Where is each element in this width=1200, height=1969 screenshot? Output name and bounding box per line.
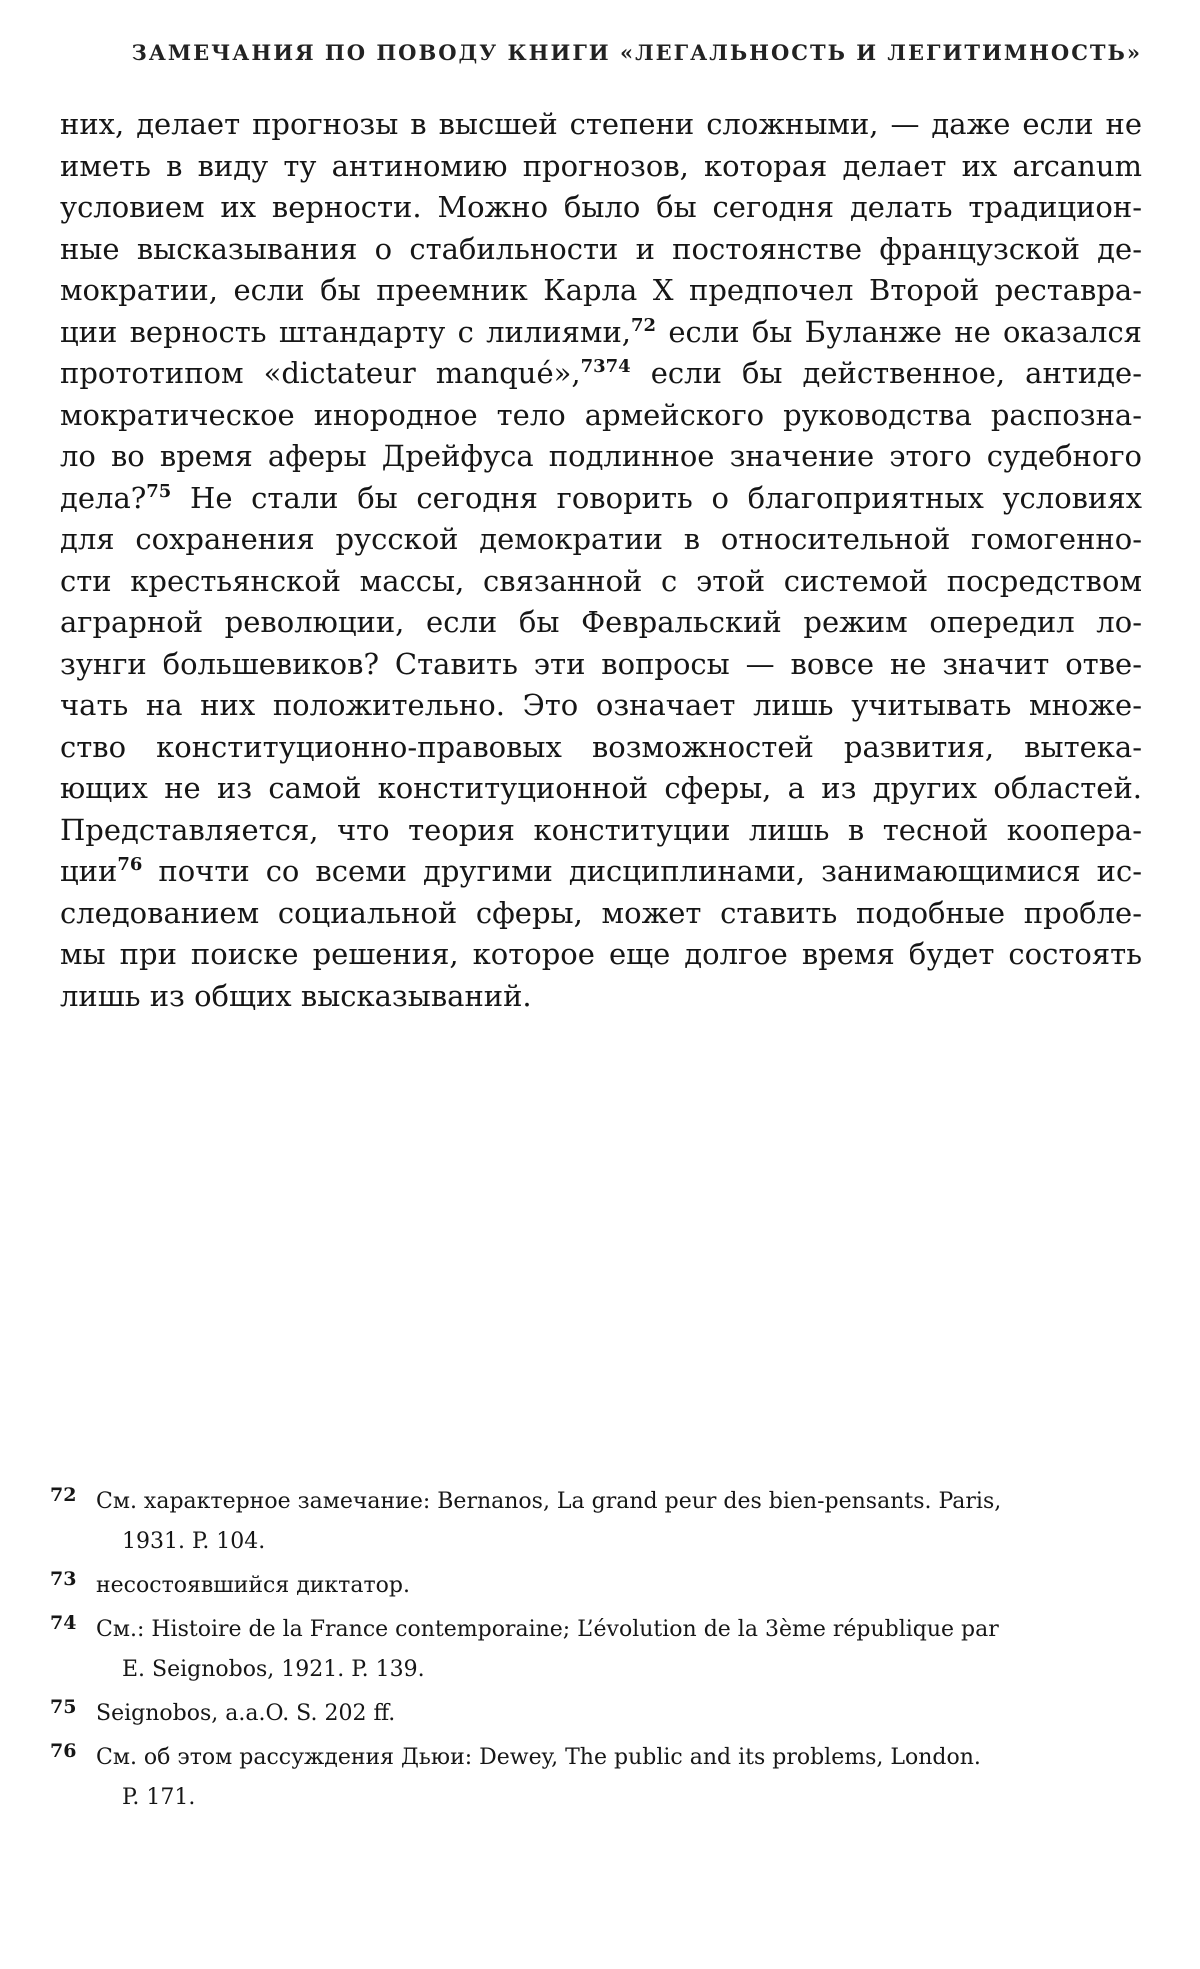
body-line [60, 353, 1142, 395]
footnote-text: 1931. P. 104. [96, 1522, 1145, 1562]
body-text-fragment: если бы действенное, антиде- [631, 356, 1142, 390]
body-line [60, 478, 1142, 520]
footnote-text: несостоявшийся диктатор. [96, 1566, 1145, 1606]
footnote [50, 1694, 1145, 1734]
body-text-fragment: ции [60, 854, 117, 888]
footnote-number: 74 [50, 1603, 76, 1643]
footnote-text: E. Seignobos, 1921. P. 139. [96, 1650, 1145, 1690]
body-line: иметь в виду ту антиномию прогнозов, которая делает их arcanum [60, 146, 1142, 188]
footnote [50, 1610, 1145, 1690]
body-line: аграрной революции, если бы Февральский режим опередил ло- [60, 602, 1142, 644]
footnote-number: 75 [50, 1687, 76, 1727]
footnote-number: 76 [50, 1731, 76, 1771]
body-text-fragment: Не стали бы сегодня говорить о благоприятных условиях [171, 481, 1142, 515]
footnotes [50, 1482, 1145, 1822]
body-line [60, 312, 1142, 354]
body-line: лишь из общих высказываний. [60, 976, 1142, 1018]
footnote-number: 72 [50, 1475, 76, 1515]
footnote [50, 1738, 1145, 1818]
footnote-text: Seignobos, a.a.O. S. 202 ff. [96, 1694, 1145, 1734]
footnote-text: См. об этом рассуждения Дьюи: Dewey, The public and its problems, London. [96, 1738, 1145, 1778]
body-text-fragment: если бы Буланже не оказался [656, 315, 1142, 349]
body-line: условием их верности. Можно было бы сегодня делать традицион- [60, 187, 1142, 229]
body-line: ло во время аферы Дрейфуса подлинное значение этого судебного [60, 436, 1142, 478]
book-page [0, 0, 1200, 1969]
body-line: сти крестьянской массы, связанной с этой системой посредством [60, 561, 1142, 603]
footnote-ref[interactable]: 72 [631, 315, 656, 336]
footnote-text: P. 171. [96, 1778, 1145, 1818]
body-line: мы при поиске решения, которое еще долгое время будет состоять [60, 934, 1142, 976]
body-line: ющих не из самой конституционной сферы, а из других областей. [60, 768, 1142, 810]
footnote-text: См. характерное замечание: Bernanos, La grand peur des bien-pensants. Paris, [96, 1482, 1145, 1522]
footnote-ref[interactable]: 7374 [581, 356, 631, 377]
footnote-ref[interactable]: 76 [117, 854, 142, 875]
footnote-text: См.: Histoire de la France contemporaine; L’évolution de la 3ème république par [96, 1610, 1145, 1650]
body-line: следованием социальной сферы, может ставить подобные пробле- [60, 893, 1142, 935]
body-line: для сохранения русской демократии в относительной гомогенно- [60, 519, 1142, 561]
body-line: мократическое инородное тело армейского руководства распозна- [60, 395, 1142, 437]
running-head: ЗАМЕЧАНИЯ ПО ПОВОДУ КНИГИ «ЛЕГАЛЬНОСТЬ И ЛЕГИТИМНОСТЬ» [60, 40, 1142, 65]
body-line [60, 851, 1142, 893]
body-text [60, 104, 1142, 1017]
footnote-ref[interactable]: 75 [146, 481, 171, 502]
footnote-number: 73 [50, 1559, 76, 1599]
footnote [50, 1482, 1145, 1562]
body-text-fragment: почти со всеми другими дисциплинами, занимающимися ис- [142, 854, 1142, 888]
body-text-fragment: прототипом «dictateur manqué», [60, 356, 581, 390]
body-line: зунги большевиков? Ставить эти вопросы — вовсе не значит отве- [60, 644, 1142, 686]
body-line: ство конституционно-правовых возможностей развития, вытека- [60, 727, 1142, 769]
footnote [50, 1566, 1145, 1606]
body-line: ные высказывания о стабильности и постоянстве французской де- [60, 229, 1142, 271]
body-line: чать на них положительно. Это означает лишь учитывать множе- [60, 685, 1142, 727]
body-text-fragment: ции верность штандарту с лилиями, [60, 315, 631, 349]
body-line: них, делает прогнозы в высшей степени сложными, — даже если не [60, 104, 1142, 146]
body-line: Представляется, что теория конституции лишь в тесной коопера- [60, 810, 1142, 852]
body-text-fragment: дела? [60, 481, 146, 515]
body-line: мократии, если бы преемник Карла X предпочел Второй реставра- [60, 270, 1142, 312]
